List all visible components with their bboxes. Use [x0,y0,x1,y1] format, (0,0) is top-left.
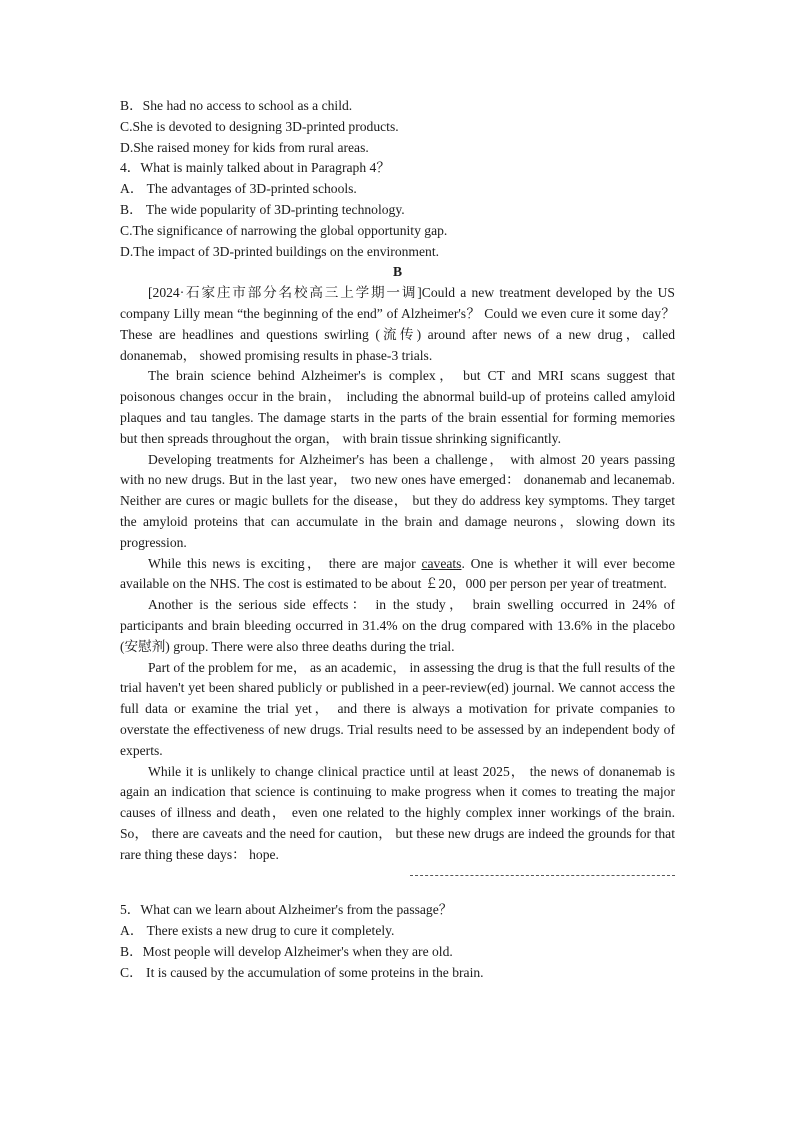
passage-paragraph-6: Part of the problem for me， as an academic， in assessing the drug is that the full results of the trial haven't yet been shared publicly or published in a peer-review(ed) journal. We cannot access the full data or examine the trial yet， and there is always a motivation for private companies to overstate the effectiveness of new drugs. Trial results need to be assessed by an independent body of experts. [120,659,675,758]
q4-option-d: D.The impact of 3D-printed buildings on the environment. [120,243,440,259]
worksheet-page [120,96,675,984]
passage-paragraph-3: Developing treatments for Alzheimer's has been a challenge， with almost 20 years passing with no new drugs. But in the last year， two new ones have emerged： donanemab and lecanemab. Neither are cures or magic bullets for the disease， but they do address key symptoms. They target the amyloid proteins that can accumulate in the brain and damage neurons，slowing down its progression. [120,451,675,550]
q5-option-a: A． There exists a new drug to cure it completely. [120,923,395,939]
caveats-word: caveats [421,555,462,571]
p4-after: . One is whether it will ever become available on the NHS. The cost is estimated to be about ￡20，000 per person per year of treatment. [120,555,676,592]
q3-option-c: C.She is devoted to designing 3D-printed products. [120,118,399,134]
q5-stem: 5．What can we learn about Alzheimer's from the passage？ [120,902,453,918]
q4-option-c: C.The significance of narrowing the global opportunity gap. [120,222,448,238]
passage-paragraph-4 [120,554,675,596]
q5-option-c: C． It is caused by the accumulation of some proteins in the brain. [120,964,484,980]
q5-option-b: B．Most people will develop Alzheimer's when they are old. [120,944,453,960]
q3-option-d: D.She raised money for kids from rural areas. [120,139,369,155]
passage-paragraph-2: The brain science behind Alzheimer's is complex， but CT and MRI scans suggest that poisonous changes occur in the brain， including the abnormal build-up of proteins called amyloid plaques and tau tangles. The damage starts in the parts of the brain essential for forming memories but then spreads throughout the organ， with brain tissue shrinking significantly. [120,368,675,446]
q4-stem: 4．What is mainly talked about in Paragraph 4？ [120,160,390,176]
section-label: B [392,264,403,280]
passage-paragraph-1: [2024·石家庄市部分名校高三上学期一调]Could a new treatment developed by the US company Lilly mean “the beginning of the end” of Alzheimer's？ Could we even cure it some day？ These are headlines and questions swirling (流传) around after news of a new drug，called donanemab， showed promising results in phase-3 trials. [120,285,675,363]
q3-option-b: B．She had no access to school as a child. [120,98,353,113]
passage-paragraph-5: Another is the serious side effects： in the study， brain swelling occurred in 24% of participants and brain bleeding occurred in 31.4% on the drug compared with 13.6% in the placebo (安慰剂) group. There were also three deaths during the trial. [120,597,675,654]
q4-option-b: B． The wide popularity of 3D-printing technology. [120,201,405,217]
spacer [120,876,675,900]
p4-before: While this news is exciting， there are major [148,555,422,571]
passage-paragraph-7: While it is unlikely to change clinical practice until at least 2025， the news of donanemab is again an indication that science is continuing to make progress when it comes to treating the major causes of illness and death， even one related to the highly complex inner workings of the brain. So， there are caveats and the need for caution， but these new drugs are indeed the grounds for that rare thing these days： hope. [120,763,675,862]
q4-option-a: A． The advantages of 3D-printed schools. [120,181,357,197]
